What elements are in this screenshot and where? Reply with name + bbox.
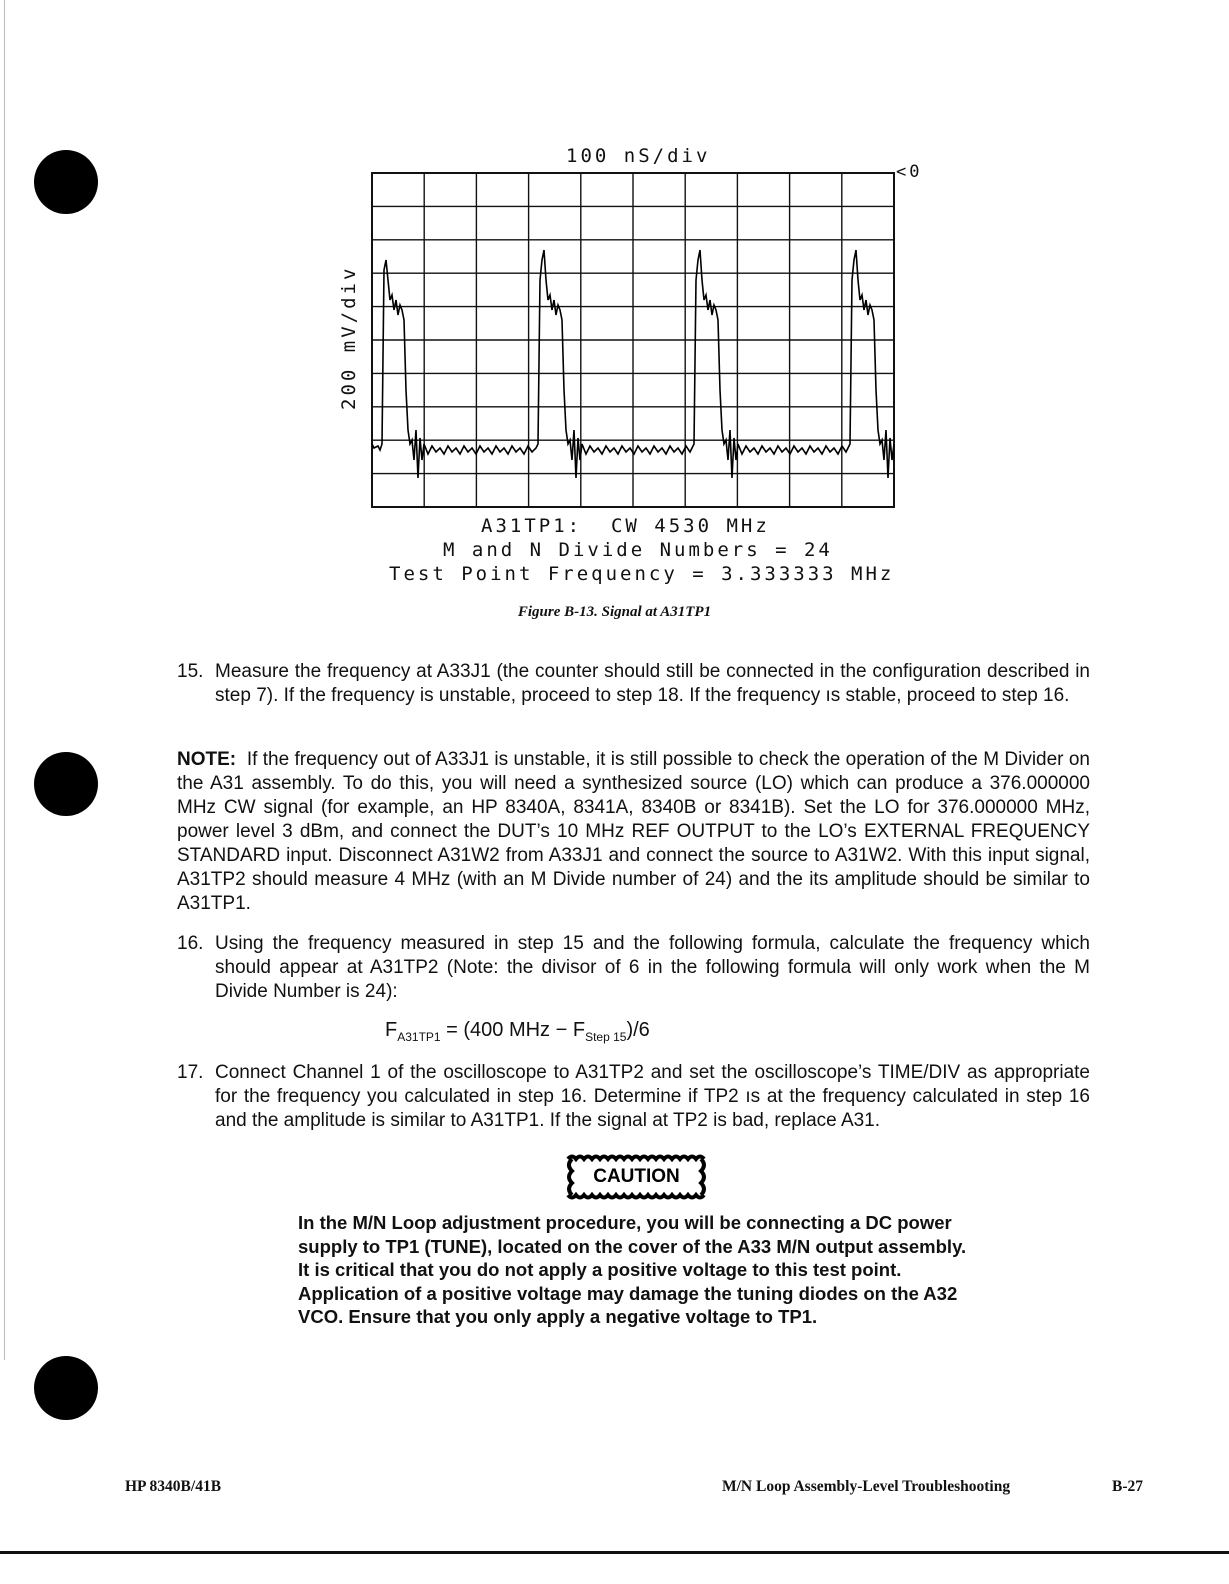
footer-page-number: B-27 <box>1112 1478 1143 1495</box>
step-17-text: Connect Channel 1 of the oscilloscope to A31TP2 and set the oscilloscope’s TIME/DIV as appropriate for the frequency you calculated in step 16. Determine if TP2 ıs at the frequency calculated in step 16 and the amplitude is similar to A31TP1. If the signal at TP2 is bad, replace A31. <box>215 1062 1090 1131</box>
scope-readout-line-2: M and N Divide Numbers = 24 <box>443 539 833 561</box>
frequency-formula: $F_{A31TP1} = (400$ MHz − $F_{Step 15})/6$ <box>385 1019 650 1044</box>
step-17-number: 17. <box>177 1062 204 1083</box>
caution-text: In the M/N Loop adjustment procedure, you will be connecting a DC power supply to TP1 (TUNE), located on the cover of the A33 M/N output assembly. It is critical that you do not apply a positive voltage to this test point. Application of a positive voltage may damage the tuning diodes on the A32 VCO. Ensure that you only apply a negative voltage to TP1. <box>298 1212 967 1327</box>
bottom-rule <box>0 1551 1229 1554</box>
figure-caption: Figure B-13. Signal at A31TP1 <box>517 604 712 620</box>
scope-readout-line-1: A31TP1: CW 4530 MHz <box>481 515 770 537</box>
step-16-text: Using the frequency measured in step 15 and the following formula, calculate the frequency which should appear at A31TP2 (Note: the divisor of 6 in the following formula will only work when the M Divide Number is 24): <box>215 933 1090 1002</box>
step-15-number: 15. <box>177 661 204 682</box>
oscilloscope-trace <box>360 160 940 520</box>
step-15-text: Measure the frequency at A33J1 (the counter should still be connected in the configuration described in step 7). If the frequency is unstable, proceed to step 18. If the frequency ıs stable, proceed to step 16. <box>215 661 1090 706</box>
punch-hole <box>34 150 98 214</box>
step-16-number: 16. <box>177 933 204 954</box>
note-text: If the frequency out of A33J1 is unstable, it is still possible to check the operation of the M Divider on the A31 assembly. To do this, you will need a synthesized source (LO) which can produce a 376.000000 MHz CW signal (for example, an HP 8340A, 8341A, 8340B or 8341B). Set the LO for 376.000000 MHz, power level 3 dBm, and connect the DUT’s 10 MHz REF OUTPUT to the LO’s EXTERNAL FREQUENCY STANDARD input. Disconnect A31W2 from A33J1 and connect the source to A31W2. With this input signal, A31TP2 should measure 4 MHz (with an M Divide number of 24) and the its amplitude should be similar to A31TP1. <box>177 749 1090 914</box>
scope-readout-line-3: Test Point Frequency = 3.333333 MHz <box>389 563 895 585</box>
scope-time-scale: 100 nS/div <box>566 145 711 167</box>
scope-ground-marker: <0 <box>896 162 923 182</box>
scope-volt-scale: 200 mV/div <box>338 265 360 410</box>
punch-hole <box>34 1356 98 1420</box>
note-paragraph <box>177 748 1090 916</box>
note-label: NOTE: <box>177 749 237 770</box>
footer-section-title: M/N Loop Assembly-Level Troubleshooting <box>722 1478 1011 1495</box>
footer-model: HP 8340B/41B <box>125 1478 222 1495</box>
page-edge-line <box>4 0 5 1360</box>
punch-hole <box>34 752 98 816</box>
caution-label: CAUTION <box>593 1166 680 1187</box>
